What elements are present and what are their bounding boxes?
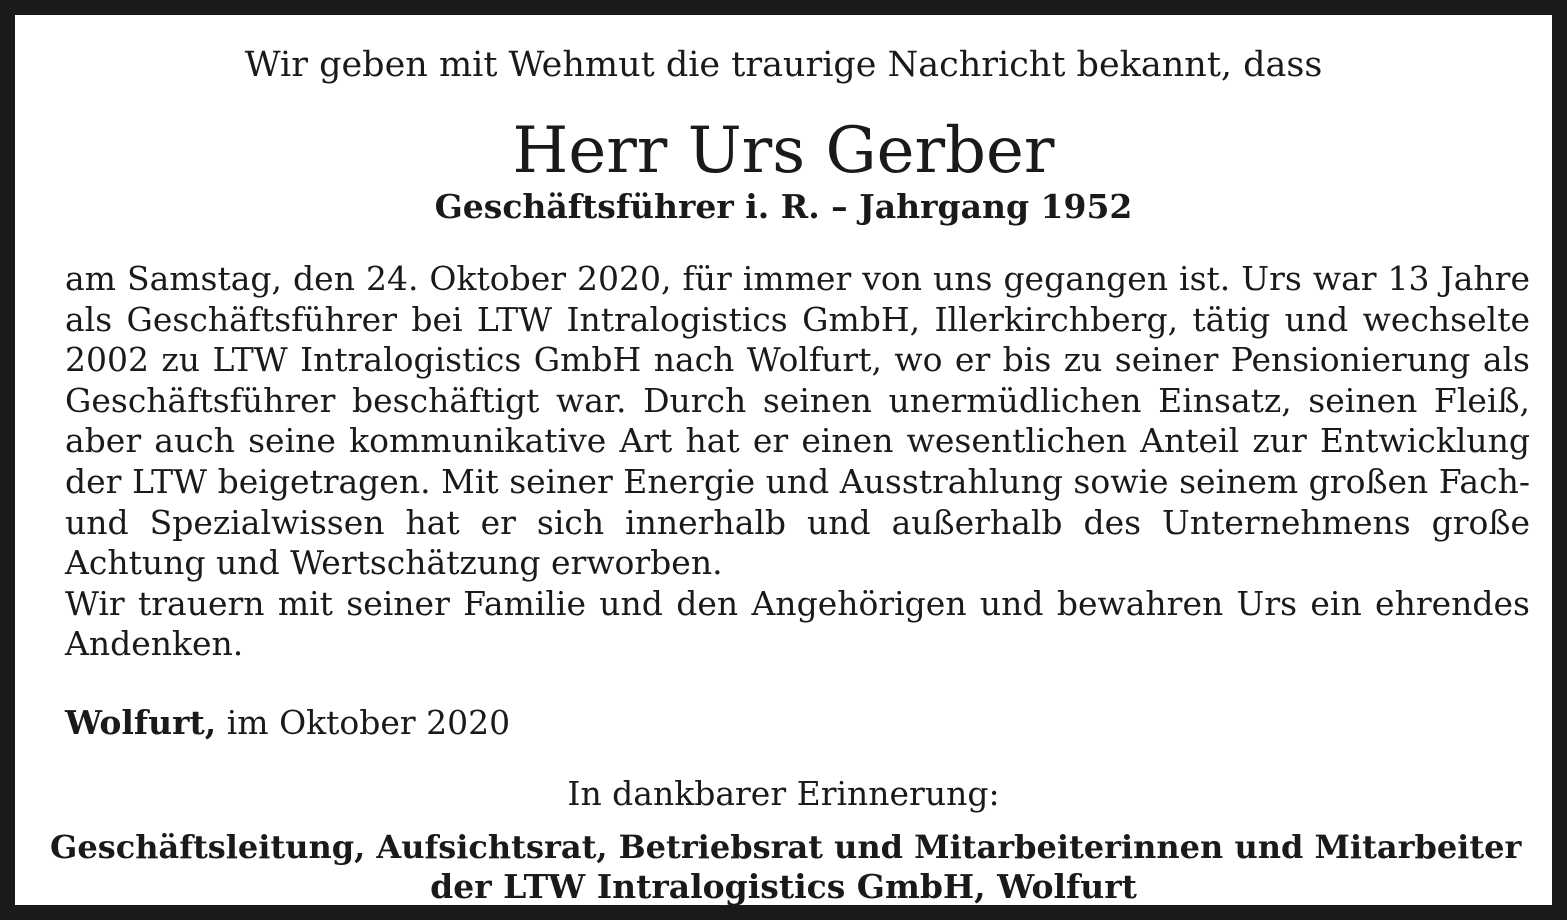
body-paragraph-1: am Samstag, den 24. Oktober 2020, für immer von uns gegangen ist. Urs war 13 Jahre als Geschäftsführer bei LTW Intralogistics GmbH, Illerkirchberg, tätig und wechselte 2002 zu LTW Intralogistics GmbH nach Wolfurt, wo er bis zu seiner Pensionierung als Geschäftsführer beschäftigt war. Durch seinen unermüdlichen Einsatz, seinen Fleiß, aber auch seine kommunikative Art hat er einen wesentlichen Anteil zur Entwicklung der LTW beigetragen. Mit seiner Energie und Ausstrahlung sowie seinem großen Fach- und Spezialwissen hat er sich innerhalb und außerhalb des Unternehmens große Achtung und Wertschätzung erworben. [65, 259, 1530, 583]
body-paragraph-2: Wir trauern mit seiner Familie und den Angehörigen und bewahren Urs ein ehrendes Andenken. [65, 583, 1530, 664]
place-and-date [65, 701, 510, 745]
place-name: Wolfurt, [65, 703, 217, 742]
date-text: im Oktober 2020 [226, 703, 511, 742]
intro-text: Wir geben mit Wehmut die traurige Nachricht bekannt, dass [244, 45, 1323, 85]
signatories [50, 827, 1522, 907]
signatories-line-1: Geschäftsleitung, Aufsichtsrat, Betriebsrat und Mitarbeiterinnen und Mitarbeiter [50, 828, 1522, 866]
signatories-line-2: der LTW Intralogistics GmbH, Wolfurt [430, 867, 1137, 906]
deceased-title: Geschäftsführer i. R. – Jahrgang 1952 [434, 187, 1133, 226]
deceased-name: Herr Urs Gerber [512, 114, 1055, 188]
obituary-body [65, 259, 1530, 665]
gratitude-line: In dankbarer Erinnerung: [567, 774, 1000, 813]
